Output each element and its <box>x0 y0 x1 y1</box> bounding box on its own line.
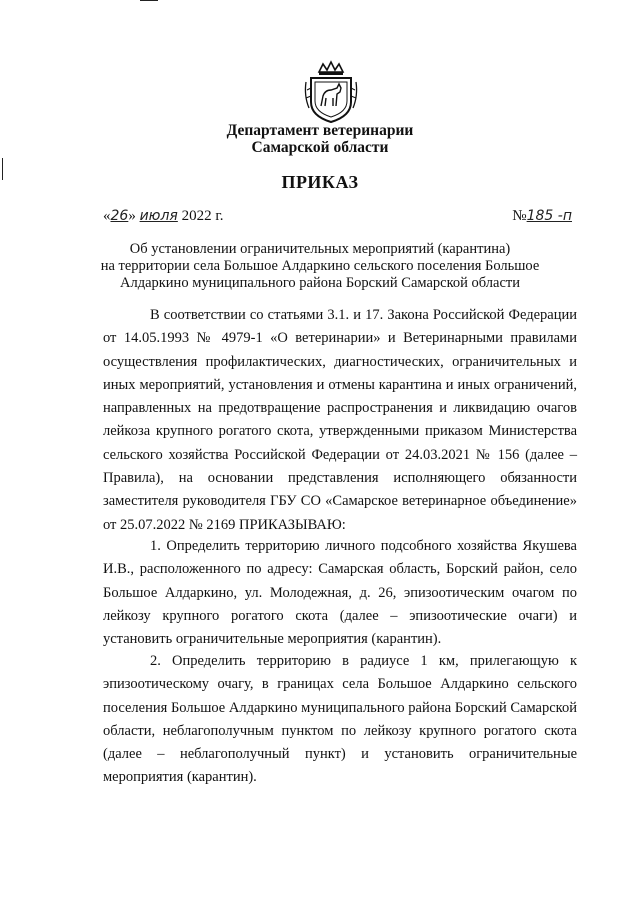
department-name-line1: Департамент ветеринарии <box>226 122 414 139</box>
number-value: 185 -п <box>526 208 572 224</box>
document-title: ПРИКАЗ <box>281 172 359 192</box>
body-paragraph-item-2: 2. Определить территорию в радиусе 1 км, прилегающую к эпизоотическому очагу, в границах села Большое Алдаркино сельского поселения Большое Алдаркино муниципального района Борский Самарской области, неблагополучным пунктом по лейкозу крупного рогатого скота (далее – неблагополучный пункт) и установить ограничительные мероприятия (карантин). <box>103 653 577 786</box>
date-year: 2022 г. <box>181 208 224 224</box>
scan-mark-top <box>140 0 158 1</box>
number-prefix: № <box>512 208 527 224</box>
date-day: 26 <box>110 208 129 224</box>
coat-of-arms-emblem <box>303 60 359 124</box>
order-subject <box>0 241 640 292</box>
body-paragraph-item-1: 1. Определить территорию личного подсобного хозяйства Якушева И.В., расположенного по адресу: Самарская область, Борский район, село Большое Алдаркино, ул. Молодежная, д. 26, эпизоотическим очагом по лейкозу крупного рогатого скота (далее – эпизоотические очаги) и установить ограничительные мероприятия (карантин). <box>103 538 577 648</box>
department-name-line2: Самарской области <box>251 139 389 156</box>
body-paragraph-preamble: В соответствии со статьями 3.1. и 17. Закона Российской Федерации от 14.05.1993 № 4979-1 «О ветеринарии» и Ветеринарными правилами осуществления профилактических, диагностических, ограничительных и иных мероприятий, установления и отмены карантина и иных ограничений, направленных на предотвращение распространения и ликвидацию очагов лейкоза крупного рогатого скота, утвержденными приказом Министерства сельского хозяйства Российской Федерации от 24.03.2021 № 156 (далее – Правила), на основании представления исполняющего обязанности заместителя руководителя ГБУ СО «Самарское ветеринарное объединение» от 25.07.2022 № 2169 ПРИКАЗЫВАЮ: <box>103 307 577 533</box>
order-date <box>103 208 224 225</box>
subject-line1: Об установлении ограничительных мероприятий (карантина) <box>129 241 511 257</box>
date-close-quote: » <box>128 208 136 224</box>
date-open-quote: « <box>103 208 111 224</box>
subject-line3: Алдаркино муниципального района Борский Самарской области <box>119 275 520 291</box>
order-number <box>512 208 572 225</box>
date-month: июля <box>139 208 178 224</box>
subject-line2: на территории села Большое Алдаркино сельского поселения Большое <box>100 258 540 274</box>
